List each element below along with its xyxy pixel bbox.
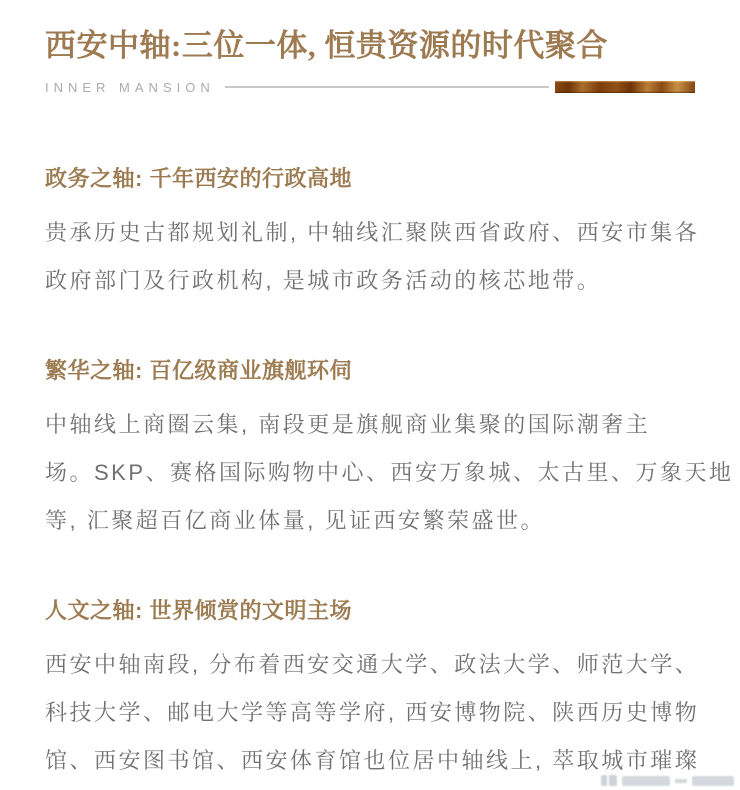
brand-eyebrow: INNER MANSION xyxy=(45,79,215,95)
body-line: 馆、西安图书馆、西安体育馆也位居中轴线上, 萃取城市璀璨 xyxy=(45,748,700,773)
body-line: 贵承历史古都规划礼制, 中轴线汇聚陕西省政府、西安市集各 xyxy=(45,220,700,245)
body-line: 科技大学、邮电大学等高等学府, 西安博物院、陕西历史博物 xyxy=(45,700,700,725)
section-government-axis xyxy=(45,165,700,305)
header-subrow xyxy=(45,79,695,95)
body-line: 西安中轴南段, 分布着西安交通大学、政法大学、师范大学、 xyxy=(45,652,700,677)
body-line: 政府部门及行政机构, 是城市政务活动的核芯地带。 xyxy=(45,268,602,293)
section-body xyxy=(45,401,734,545)
watermark-icon xyxy=(601,775,617,786)
section-heading: 繁华之轴: 百亿级商业旗舰环伺 xyxy=(45,358,352,383)
watermark-dash xyxy=(675,779,687,783)
body-line: 中轴线上商圈云集, 南段更是旗舰商业集聚的国际潮奢主 xyxy=(45,412,651,437)
section-commerce-axis xyxy=(45,357,734,545)
page-title: 西安中轴:三位一体, 恒贵资源的时代聚合 xyxy=(45,28,608,63)
section-heading: 政务之轴: 千年西安的行政高地 xyxy=(45,166,352,191)
page-header xyxy=(45,26,695,95)
section-culture-axis xyxy=(45,597,700,785)
section-heading: 人文之轴: 世界倾赏的文明主场 xyxy=(45,598,352,623)
watermark-blur-text xyxy=(692,776,734,786)
body-line: 等, 汇聚超百亿商业体量, 见证西安繁荣盛世。 xyxy=(45,508,545,533)
body-line: 场。SKP、赛格国际购物中心、西安万象城、太古里、万象天地 xyxy=(45,460,734,485)
gold-texture-bar xyxy=(555,81,695,93)
section-body xyxy=(45,209,700,305)
section-body xyxy=(45,641,700,785)
watermark-blur-text xyxy=(622,776,670,786)
photo-watermark xyxy=(601,775,734,786)
divider-line xyxy=(225,86,549,88)
